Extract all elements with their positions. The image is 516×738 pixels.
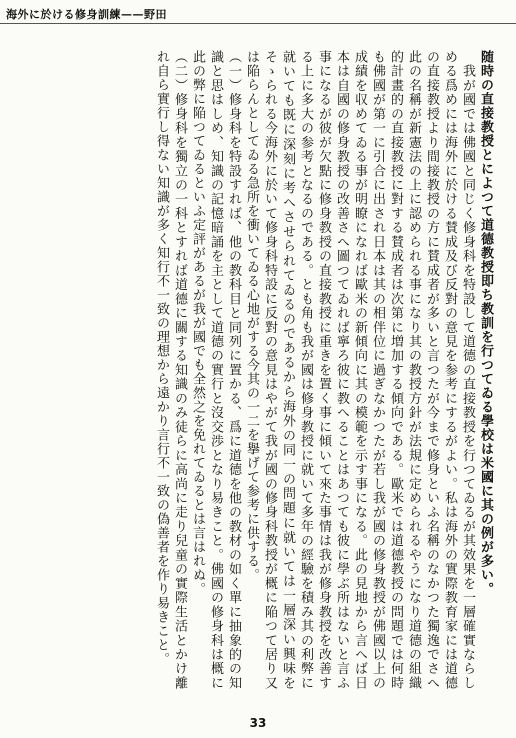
paragraph-main: 我が國では佛國と同じく修身科を特設して道德の直接教授を行つてゐるが其效果を一層確實ならしめる爲めには海外に於ける賛成及び反對の意見を参考にするがよい。私は海外の實際教育家には道德の直接教授より間接教授の方に賛成者が多いと言つたが今まで修身といふ名稱のなかつた獨逸でさへ此の名稱が新憲法の上に認められる事になり其の教授方針が法規に定められるやうになり道德の組織的計畫的の直接教授に對する賛成者は次第に増加する傾向である。歐米では道德教授の問題では何時も佛國が第一に引合に出され日本は其の相伴位に過ぎなかつたが若し我が國の修身教授が佛國以上の成績を収めてゐる事が明瞭になれば歐米の新傾向に其の模範を示す事になる。此の見地から言へば日本は自國の修身教授の改善さへ圖つてゐれば寧ろ彼に教へることはあつても彼に學ぶ所はないと言ふ事になるが彼が欠點に修身教授の直接教授に重きを置く事に傾いて來た事情は我が修身教授を改善する上に多大の参考となるのである。とも角も我が國は修身教授に就いて多年の經驗を積み其の利弊に就いても既に深刻に考へさせられてゐるのであるから海外の同一の問題に就いては一層深い興味をそゝられる今海外に於いて修身科特設に反對の意見はやがて我が國の修身科教授が概に陥つて居り又は陥らんとしてゐる急所を衝いてゐる心地がする今其の一二を擧げて参考に供する。 <box>244 50 475 690</box>
running-head: 海外に於ける修身訓練——野田 <box>6 8 167 21</box>
paragraph-point-1: （一）修身科を特設すれば、他の教科目と同列に置かる、爲に道德を他の教材の如く單に抽象的の知識と思はしめ、知識の記憶暗誦を主として道德の實行と沒交渉となり易きこと。佛國の修身科は概に此の弊に陥つてゐるといふ定評があるが我が國でも全然之を免れてゐるとは言はれぬ。 <box>190 50 241 690</box>
paragraph-lead: 随時の直接教授とによつて道德教授即ち教訓を行つてゐる學校は米國に其の例が多い。 <box>478 50 493 596</box>
paragraph-point-2: （二）修身科を獨立の一科とすれば道德に關する知識のみ徒らに高尚に走り兒童の實際生活とかけ離れ自ら實行し得ない知識が多く知行不一致の理想から遠かり言行不一致の偽善者を作り易きこと。 <box>154 50 187 690</box>
page-number: 33 <box>249 716 267 730</box>
header-rule <box>0 23 516 24</box>
vertical-body-text <box>22 50 494 690</box>
